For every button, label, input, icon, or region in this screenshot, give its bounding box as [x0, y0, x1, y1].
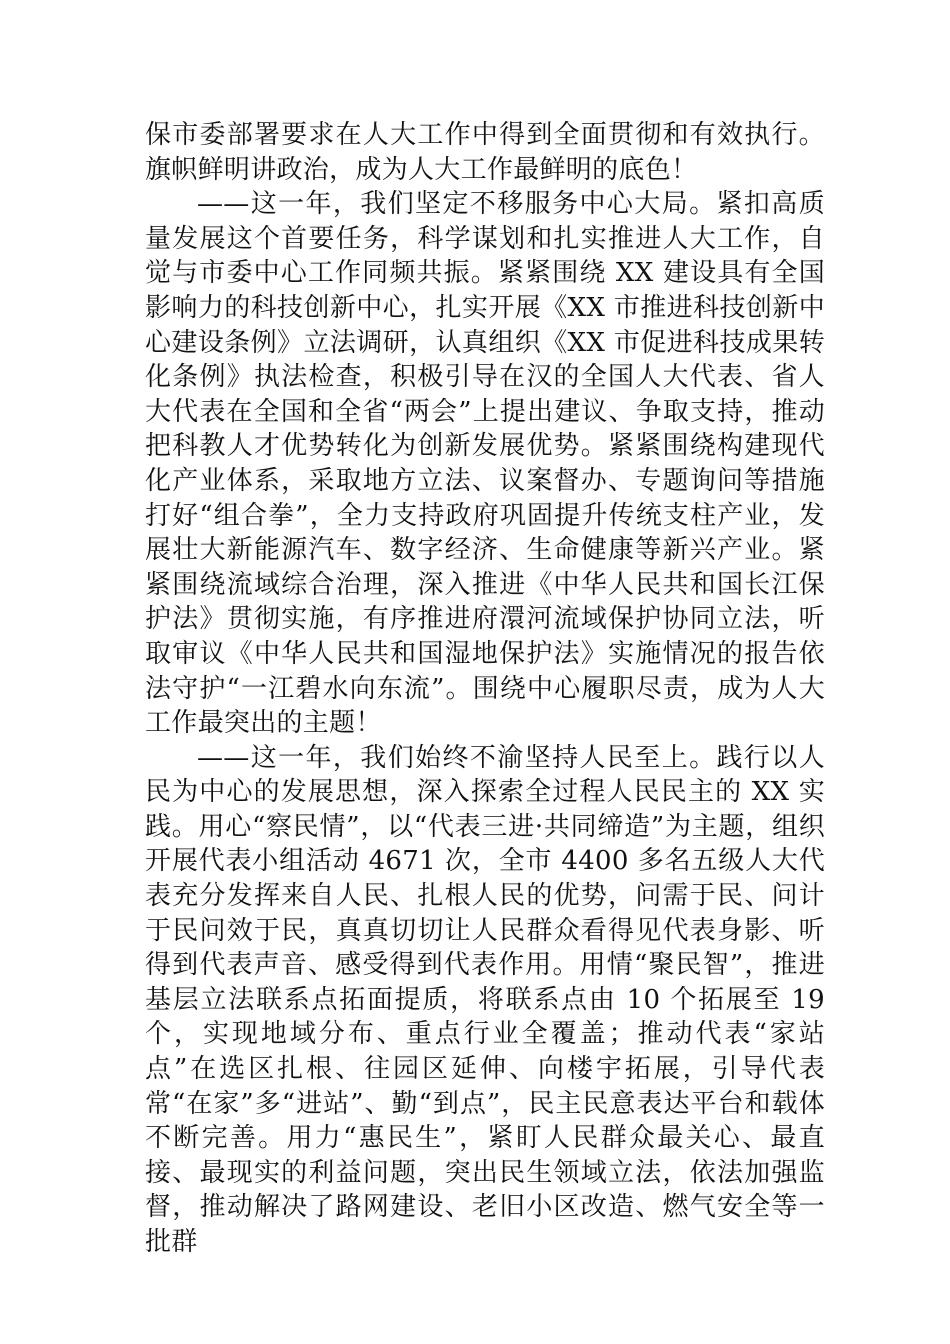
paragraph-people-first: ——这一年，我们始终不渝坚持人民至上。践行以人民为中心的发展思想，深入探索全过程人民民主的 XX 实践。用心“察民情”，以“代表三进·共同缔造”为主题，组织开展代表小组活动 4671 次，全市 4400 多名五级人大代表充分发挥来自人民、扎根人民的优势，问需于民、问计于民问效于民，真真切切让人民群众看得见代表身影、听得到代表声音、感受得到代表作用。用情“聚民智”，推进基层立法联系点拓面提质，将联系点由 10 个拓展至 19 个，实现地域分布、重点行业全覆盖；推动代表“家站点”在选区扎根、往园区延伸、向楼宇拓展，引导代表常“在家”多“进站”、勤“到点”，民主民意表达平台和载体不断完善。用力“惠民生”，紧盯人民群众最关心、最直接、最现实的利益问题，突出民生领域立法，依法加强监督，推动解决了路网建设、老旧小区改造、燃气安全等一批群 [145, 742, 825, 1257]
document-body [145, 118, 825, 1260]
paragraph-continuation: 保市委部署要求在人大工作中得到全面贯彻和有效执行。旗帜鲜明讲政治，成为人大工作最鲜明的底色！ [145, 120, 825, 185]
paragraph-serving-central-tasks: ——这一年，我们坚定不移服务中心大局。紧扣高质量发展这个首要任务，科学谋划和扎实推进人大工作，自觉与市委中心工作同频共振。紧紧围绕 XX 建设具有全国影响力的科技创新中心，扎实开展《XX 市推进科技创新中心建设条例》立法调研，认真组织《XX 市促进科技成果转化条例》执法检查，积极引导在汉的全国人大代表、省人大代表在全国和全省“两会”上提出建议、争取支持，推动把科教人才优势转化为创新发展优势。紧紧围绕构建现代化产业体系，采取地方立法、议案督办、专题询问等措施打好“组合拳”，全力支持政府巩固提升传统支柱产业，发展壮大新能源汽车、数字经济、生命健康等新兴产业。紧紧围绕流域综合治理，深入推进《中华人民共和国长江保护法》贯彻实施，有序推进府澴河流域保护协同立法，听取审议《中华人民共和国湿地保护法》实施情况的报告依法守护“一江碧水向东流”。围绕中心履职尽责，成为人大工作最突出的主题！ [145, 189, 825, 739]
